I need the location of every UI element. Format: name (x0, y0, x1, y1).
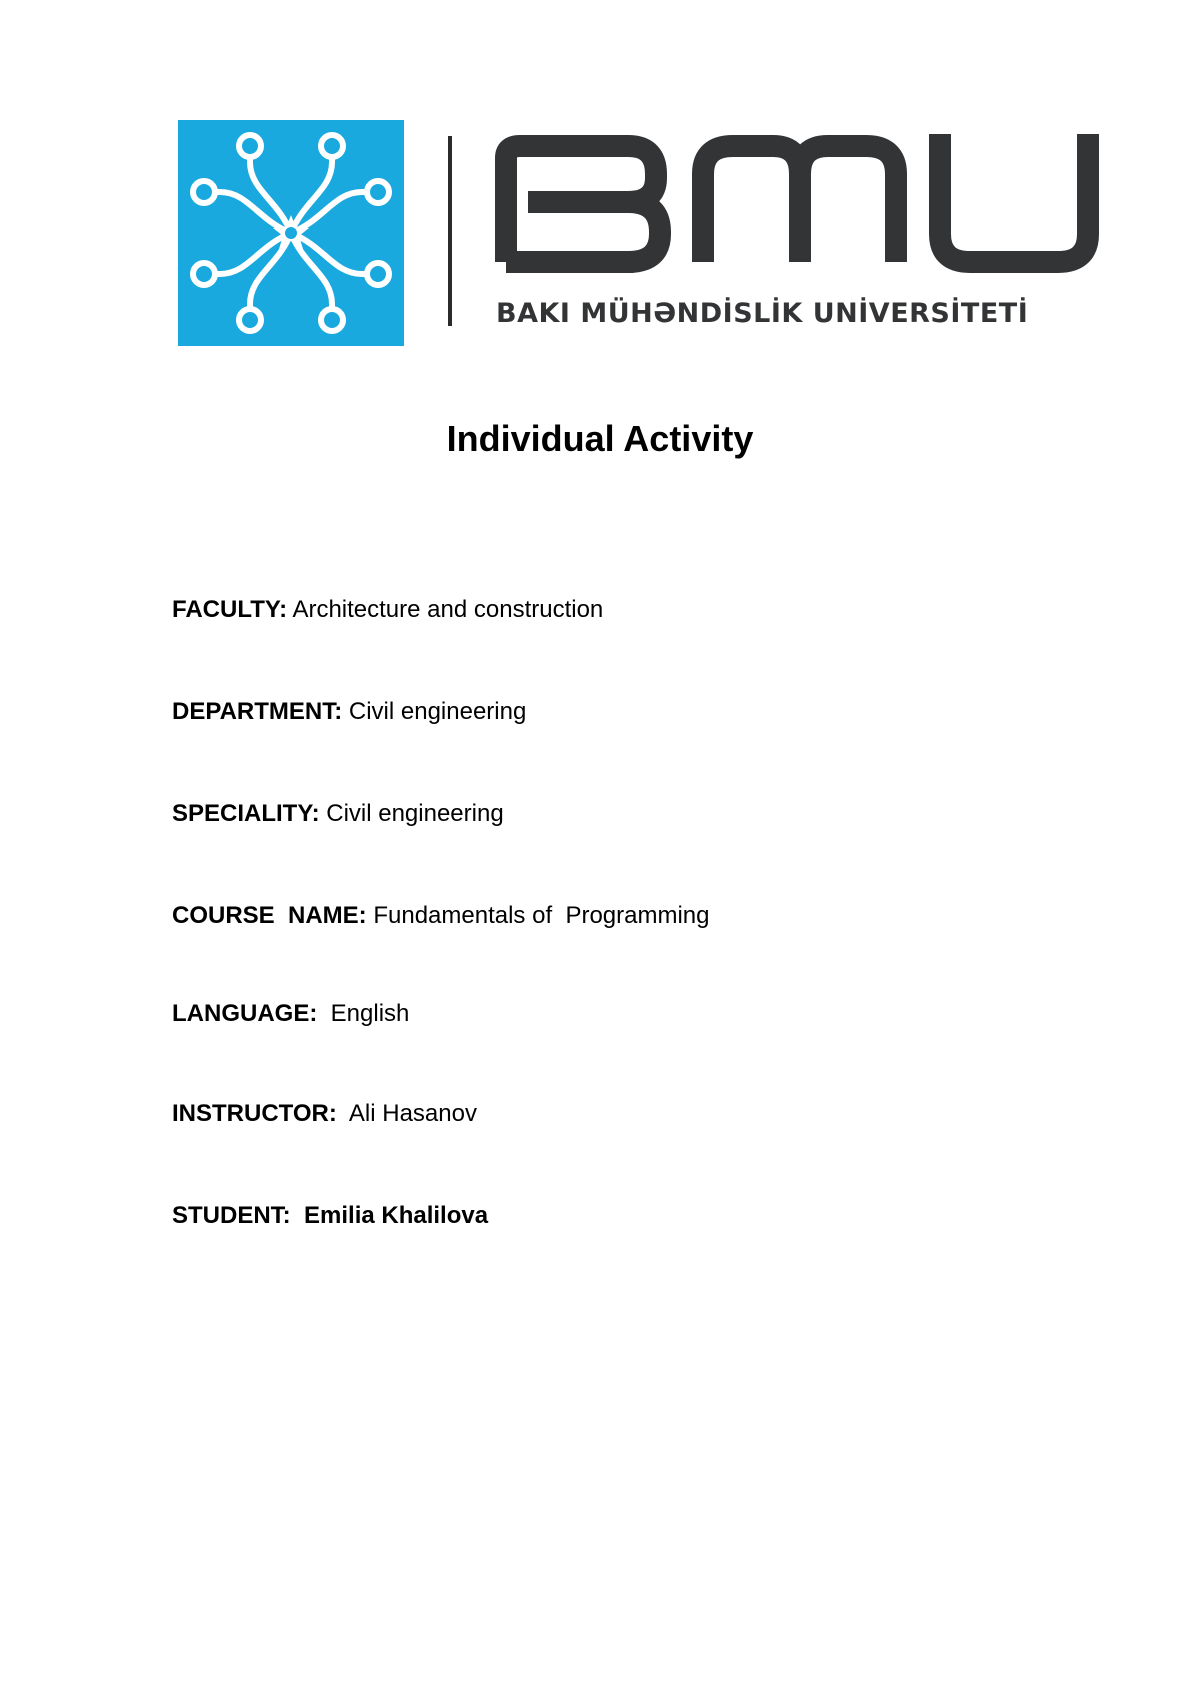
speciality-row (172, 800, 504, 828)
language-label: LANGUAGE: (172, 1000, 318, 1027)
student-row (172, 1202, 488, 1230)
instructor-label: INSTRUCTOR: (172, 1100, 337, 1127)
speciality-label: SPECIALITY: (172, 800, 320, 827)
faculty-row (172, 596, 603, 624)
course-name-value: Fundamentals of Programming (366, 902, 710, 929)
student-label: STUDENT: (172, 1202, 291, 1229)
instructor-row (172, 1100, 477, 1128)
course-name-label: COURSE NAME: (172, 902, 367, 929)
language-row (172, 1000, 409, 1028)
language-value: English (317, 1000, 410, 1027)
bmu-wordmark-logo (488, 134, 1108, 274)
university-name: BAKI MÜHƏNDİSLİK UNİVERSİTETİ (496, 298, 1029, 329)
university-logo (178, 120, 1113, 346)
logo-divider (448, 136, 452, 326)
faculty-label: FACULTY: (172, 596, 288, 623)
department-label: DEPARTMENT: (172, 698, 343, 725)
document-title: Individual Activity (446, 418, 754, 459)
course-name-row (172, 902, 710, 930)
bmu-emblem-icon (178, 120, 404, 346)
faculty-value: Architecture and construction (287, 596, 604, 623)
student-value: Emilia Khalilova (290, 1202, 489, 1229)
instructor-value: Ali Hasanov (336, 1100, 477, 1127)
department-row (172, 698, 526, 726)
department-value: Civil engineering (342, 698, 527, 725)
speciality-value: Civil engineering (319, 800, 504, 827)
